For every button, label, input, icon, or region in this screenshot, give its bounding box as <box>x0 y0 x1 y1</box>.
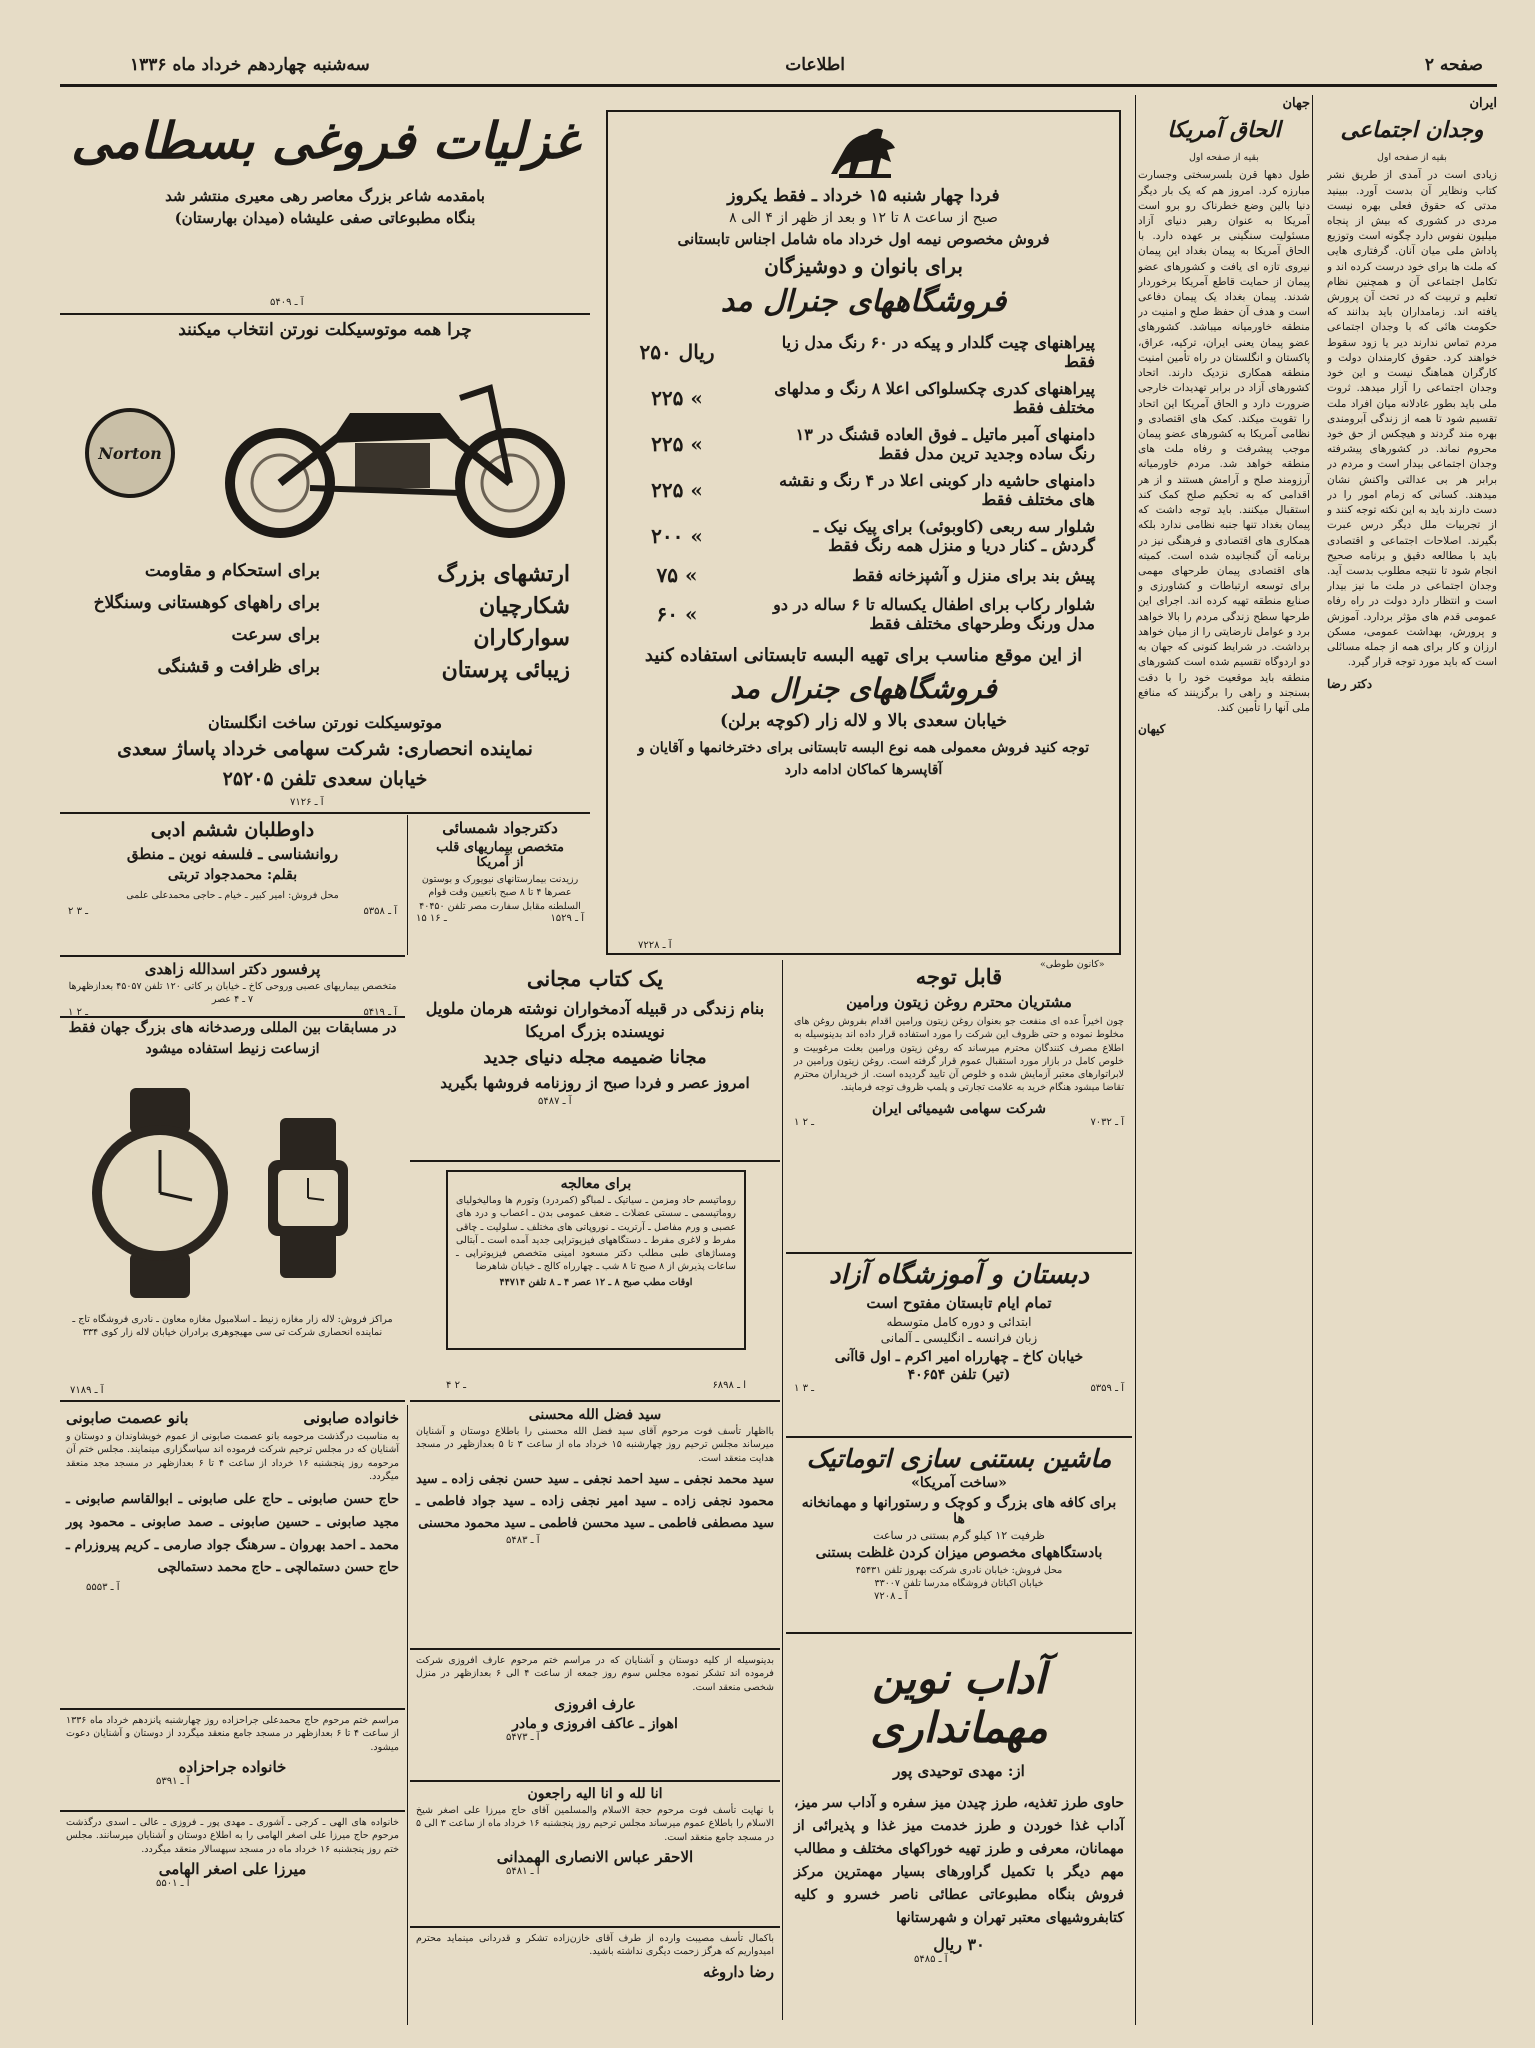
attention-body: چون اخیراً عده ای منفعت جو بعنوان روغن زیتون ورامین اقدام بفروش روغن های مخلوط نموده و حتی ظروف این شرکت را مورد استفاده قرار داده اند بدینوسیله به اطلاع مصرف کنندگان محترم میرساند که روغن زیتون ورامین بعلت مرغوبیت و خلوص کامل در بازار مورد استقبال عموم قرار گرفته است. روغن زیتون ورامین در لابراتوارهای معتبر آزمایش شده و خلوص آن تایید گردیده است. از خریداران محترم تقاضا میشود هنگام خرید به علامت تجارتی و پلمپ ظروف توجه فرمایند. <box>794 1016 1124 1094</box>
store-credit: «کانون طوطی» <box>1040 959 1105 970</box>
world-signature: کیهان <box>1138 722 1166 737</box>
price-value: ۲۵۰ ریال <box>639 340 715 364</box>
world-continued: بقیه از صفحه اول <box>1189 152 1259 163</box>
general-mod-ad <box>606 110 1121 955</box>
store-use-line: از این موقع مناسب برای تهیه البسه تابستانی استفاده کنید <box>644 645 1083 666</box>
thanks-ad <box>410 1930 780 2025</box>
price-value: ۷۵ « <box>656 563 698 587</box>
school-line5: (تیر) تلفن ۴۰۶۵۴ <box>907 1367 1011 1383</box>
fazlollah-body: بااظهار تأسف فوت مرحوم آقای سید فضل الله محسنی را باطلاع دوستان و آشنایان میرساند مجلس ترحیم روز چهارشنبه ۱۵ خرداد ماه از ساعت ۳ تا ۵ بعدازظهر در مسجد هدایت منعقد است. <box>416 1426 774 1464</box>
watch-ad <box>60 1018 405 1398</box>
saburi-title: خانواده صابونی <box>303 1409 399 1427</box>
store-address: خیابان سعدی بالا و لاله زار (کوچه برلن) <box>719 711 1008 731</box>
free-book-line1: بنام زندگی در قبیله آدمخواران نوشته هرمان ملویل <box>425 999 765 1018</box>
ghazal-ad <box>60 108 590 308</box>
norton-origin: موتوسیکلت نورتن ساخت انگلستان <box>207 713 443 732</box>
store-note: توجه کنید فروش معمولی همه نوع البسه تابستانی برای دخترخانمها و آقایان و آقاپسرها کماکان ادامه دارد <box>637 740 1090 779</box>
machine-line2: ظرفیت ۱۲ کیلو گرم بستنی در ساعت <box>873 1529 1045 1542</box>
saburi-title2: بانو عصمت صابونی <box>66 1409 189 1427</box>
world-section <box>1138 96 1310 2031</box>
free-book-line3: مجانا ضمیمه مجله دنیای جدید <box>483 1047 707 1068</box>
doctor-body: رزیدنت بیمارستانهای نیویورک و بوستون عصرها ۴ تا ۸ صبح باتعیین وقت قوام السلطنه مقابل سفارت مصر تلفن ۴۰۴۵۰ <box>419 874 581 912</box>
world-body: طول دهها قرن بلسرسختی وجسارت مبارزه کرد. امروز هم که یک بار دیگر دنیا بالین وضع خطرناک رو برو است آمریکا به عنوان رهبر دنیای آزاد مسئولیت سنگینی بر عهده دارد. با الحاق آمریکا به پیمان بغداد این پیمان نیروی تازه ای یافت و کشورهای عضو پیمان از حمایت قاطع آمریکا برخوردار شدند. پیمان بغداد یک پیمان دفاعی است و هدف آن حفظ صلح و امنیت در منطقه خاورمیانه میباشد. کشورهای عضو پیمان یعنی ایران، ترکیه، عراق، پاکستان و انگلستان در راه تأمین امنیت منطقه همکاری نزدیک دارند. اتحاد کشورهای آزاد در برابر تهدیدات خارجی ضرورت دارد و الحاق آمریکا این اتحاد را تقویت میکند. کمک های اقتصادی و نظامی آمریکا به کشورهای عضو پیمان موجب پیشرفت و رفاه ملت های منطقه خواهد شد. مردم خاورمیانه آرزومند صلح و آرامش هستند و از هر اقدامی که به تحکیم صلح کمک کند استقبال میکنند. باید توجه داشت که پیمان بغداد تنها جنبه نظامی ندارد بلکه همکاری های اقتصادی و فرهنگی نیز در برنامه آن گنجانیده شده است. کمیته های اقتصادی پیمان طرحهای مهمی برای توسعه ارتباطات و کشاورزی و صنایع منطقه تهیه کرده اند. اجرای این طرحها سطح زندگی مردم را بالا خواهد برد و عوامل نارضایتی را از میان خواهد برداشت. در شرایط کنونی که جهان به دو اردوگاه تقسیم شده است کشورهای منطقه باید موقعیت خود را با دقت بسنجند و راهی را برگزینند که منافع ملی آنها را تأمین کند. <box>1138 169 1310 714</box>
store-name-2: فروشگاههای جنرال مد <box>730 672 997 705</box>
page-number: صفحه ۲ <box>1424 55 1483 75</box>
ad-code: آ ـ ۷۲۲۸ <box>638 940 672 951</box>
editorial-body: زیادی است در آمدی از طریق نشر کتاب ونظایر آن بدست آورد. ببینید مدتی که حقوق فعلی بهره نیست مردی در کشوری که بیش از پنجاه میلیون نفوس دارد چگونه است وتوزیع پاداش ملی میان آنان. گرفتاری هایی که ملت ها برای خود درست کرده اند و تکامل اجتماعی آن و همچنین نظام تعلیم و تربیت که در تحت آن پرورش یافته اند. زمامداران باید بدانند که حکومت هائی که با وجدان اجتماعی مردم تماس ندارند دیر یا زود سقوط خواهند کرد. حقوق کارمندان دولت و کارگران هماهنگ نیست و این خود وجدان اجتماعی را آزار میدهد. ثروت ملی باید بطور عادلانه میان افراد ملت تقسیم شود تا همه از زندگی آبرومندی بهره مند گردند و هیچکس از حق خود محروم نماند. در کشورهای پیشرفته وجدان اجتماعی بیدار است و مردم در برابر هر بی عدالتی واکنش نشان میدهند. کسانی که زمام امور را در دست دارند باید به این نکته توجه کنند و از تجربیات ملل دیگر درس عبرت بگیرند. اصلاحات اجتماعی و اقتصادی باید با مطالعه دقیق و برنامه صحیح انجام شود تا نتیجه مطلوب بدست آید. وجدان اجتماعی در ملت ما نیز بیدار است و انتظار دارد دولت در راه رفاه عمومی قدم های مؤثر بردارد. آموزش و پرورش، بهداشت عمومی، مسکن ارزان و کار برای همه از جمله مسائلی است که باید مورد توجه قرار گیرد. <box>1327 169 1497 669</box>
afrouzi-ad <box>410 1652 780 1777</box>
ad-code: آ ـ ۵۴۸۵ <box>914 1953 948 1965</box>
ad-code: آ ـ ۷۱۲۶ <box>290 797 324 808</box>
afrouzi-name: عارف افروزی <box>554 1696 636 1713</box>
norton-feature-row: شکارچیان برای راههای کوهستانی وسنگلاخ <box>93 593 570 619</box>
store-name: فروشگاههای جنرال مد <box>720 284 1007 319</box>
ad-code: ۲ ـ ۳ آ ـ ۵۳۵۸ <box>68 906 397 918</box>
norton-ad <box>60 318 590 808</box>
saburi-names: حاج حسن صابونی ـ حاج علی صابونی ـ ابوالقاسم صابونی ـ مجید صابونی ـ حسین صابونی ـ صمد صابونی ـ محمود پور محمد ـ احمد بهروان ـ سرهنگ جواد صارمی ـ کریم پیروزرام ـ حاج حسن دستمالچی ـ حاج محمد دستمالچی <box>66 1492 399 1576</box>
norton-feature-row: سوارکاران برای سرعت <box>231 625 570 651</box>
manners-author: از: مهدی توحیدی پور <box>893 1762 1025 1780</box>
jarrahzadeh-ad <box>60 1712 405 1807</box>
store-special: فروش مخصوص نیمه اول خرداد ماه شامل اجناس تابستانی <box>677 230 1050 248</box>
watch-icon <box>70 1088 400 1298</box>
ad-code: ۱ ـ ۳ آ ـ ۵۳۵۹ <box>794 1383 1124 1394</box>
ghazal-line2: بنگاه مطبوعاتی صفی علیشاه (میدان بهارستان) <box>174 209 476 227</box>
elahi-name: میرزا علی اصغر الهامی <box>158 1859 307 1878</box>
manners-body: حاوی طرز تغذیه، طرز چیدن میز سفره و آداب سر میز، آداب غذا خوردن و طرز خدمت میز غذا و پذیرائی از مهمانان، معرفی و طرز تهیه خوراکهای مختلف و مطالب مهم دیگر با تکمیل گراورهای بسیار مهمترین مرکز فروش بنگاه مطبوعاتی عطائی ناصر خسرو و کلیه کتابفروشیهای معتبر تهران و شهرستانها <box>794 1795 1124 1927</box>
continued-note: بقیه از صفحه اول <box>1377 152 1447 163</box>
fazlollah-ad <box>410 1405 780 1645</box>
free-book-line4: امروز عصر و فردا صبح از روزنامه فروشها بگیرید <box>440 1074 750 1092</box>
motorcycle-icon <box>210 358 580 538</box>
free-book-line2: نویسنده بزرگ امریکا <box>525 1022 665 1041</box>
attention-ad <box>786 960 1132 1250</box>
ad-code: آ ـ ۵۴۸۱ <box>506 1865 540 1877</box>
machine-title: ماشین بستنی سازی اتوماتیک <box>806 1444 1112 1473</box>
treatment-body: روماتیسم حاد ومزمن ـ سیاتیک ـ لمباگو (کمردرد) وتورم ها ومالیخولیای روماتیسمی ـ سستی عضلات ـ ضعف عمومی بدن ـ اعصاب و درد های عصبی و ورم مفاصل ـ آرتریت ـ نوروپاتی های مختلف ـ سلولیت ـ چاقی مفرط و لاغری مفرط ـ دستگاههای فیزیوتراپی جدید آمده است ـ آبتالی ومساژهای طبی مطلب دکتر مسعود امینی متخصص فیزیوتراپی ـ ساعات پذیرش از ۸ صبح تا ۸ شب ـ چهارراه کالج ـ خیابان شاهرضا <box>456 1195 736 1273</box>
editorial-title: وجدان اجتماعی <box>1340 117 1484 143</box>
afrouzi-sign: اهواز ـ عاکف افروزی و مادر <box>512 1715 678 1732</box>
elahi-body: خانواده های الهی ـ کرجی ـ آشوری ـ مهدی پور ـ فروزی ـ عالی ـ اسدی درگذشت مرحوم حاج میرزا علی اصغر الهامی را به اطلاع دوستان و آشنایان میرسانند. مجلس ختم روز پنجشنبه ۱۶ خرداد ماه در مسجد سپهسالار منعقد میگردد. <box>66 1817 399 1855</box>
manners-price: ۳۰ ریال <box>933 1934 985 1954</box>
watch-caption: مراکز فروش: لاله زار مغازه زنیط ـ اسلامبول مغازه معاون ـ نادری فروشگاه تاج ـ نماینده انحصاری شرکت تی سی مهیجوهری برادران خیابان لاله زار کوی ۳۳۴ <box>72 1314 393 1339</box>
norton-question: چرا همه موتوسیکلت نورتن انتخاب میکنند <box>178 320 472 340</box>
ad-code: آ ـ ۵۵۰۱ <box>156 1877 190 1889</box>
doctor-origin: از آمریکا <box>476 855 524 870</box>
section-label-iran: ایران <box>1469 96 1497 111</box>
free-book-title: یک کتاب مجانی <box>526 966 664 991</box>
ansari-title: انا لله و انا الیه راجعون <box>527 1786 663 1802</box>
store-for: برای بانوان و دوشیزگان <box>764 254 963 278</box>
machine-line5: خیابان اکباتان فروشگاه مدرسا تلفن ۳۳۰۰۷ <box>874 1578 1044 1590</box>
price-row: پیش بند برای منزل و آشپزخانه فقط ۷۵ « <box>632 559 1095 591</box>
price-row: دامنهای حاشیه دار کوبنی اعلا در ۴ رنگ و نقشه های مختلف فقط ۲۲۵ « <box>632 467 1095 513</box>
jarrahzadeh-family: خانواده جراحزاده <box>178 1757 287 1776</box>
ansari-ad <box>410 1784 780 1924</box>
machine-line4: محل فروش: خیابان نادری شرکت بهروز تلفن ۴۵۴۳۱ <box>855 1565 1063 1576</box>
attention-title: قابل توجه <box>915 964 1003 989</box>
school-line4: خیابان کاخ ـ چهارراه امیر اکرم ـ اول قاآنی <box>834 1349 1084 1365</box>
norton-features <box>80 558 570 686</box>
ad-code: آ ـ ۵۳۹۱ <box>156 1775 190 1787</box>
ad-code: ۴ ـ ۲ آ ـ ۶۸۹۸ <box>446 1380 746 1391</box>
price-row: شلوار رکاب برای اطفال یکساله تا ۶ ساله در دو مدل ورنگ وطرحهای مختلف فقط ۶۰ « <box>632 591 1095 637</box>
price-value: ۶۰ « <box>656 602 698 626</box>
treatment-ad <box>446 1170 746 1350</box>
elahi-ad <box>60 1814 405 2024</box>
section-label-world: جهان <box>1282 96 1310 111</box>
issue-date: سه‌شنبه چهاردهم خرداد ماه ۱۳۳۶ <box>130 55 370 75</box>
iran-section <box>1327 96 1497 2031</box>
price-value: ۲۲۵ « <box>651 386 703 410</box>
norton-feature-row: زیبائی پرستان برای ظرافت و قشنگی <box>157 657 570 683</box>
norton-badge: Norton <box>85 408 175 498</box>
attention-sub: مشتریان محترم روغن زیتون ورامین <box>846 993 1072 1011</box>
ghazal-title: غزلیات فروغی بسطامی <box>71 111 579 170</box>
machine-sub: «ساخت آمریکا» <box>911 1475 1007 1491</box>
doctor-specialty: متخصص بیماریهای قلب <box>436 840 564 855</box>
newspaper-title: اطلاعات <box>785 55 845 75</box>
treatment-title: برای معالجه <box>560 1176 632 1192</box>
doctor-name: دکترجواد شمسائی <box>442 819 558 837</box>
adabi-author: بقلم: محمدجواد تربتی <box>167 867 298 883</box>
professor-body: متخصص بیماریهای عصبی وروحی کاخ ـ خیابان بر کاتی ۱۲۰ تلفن ۴۵۰۵۷ بعدازظهرها ۷ ـ ۴ عصر <box>68 981 397 1006</box>
saburi-ad <box>60 1405 405 1705</box>
fazlollah-title: سید فضل الله محسنی <box>528 1407 662 1423</box>
school-line1: تمام ایام تابستان مفتوح است <box>866 1294 1052 1312</box>
machine-line1: برای کافه های بزرگ و کوچک و رستورانها و مهمانخانه ها <box>801 1495 1117 1527</box>
ad-code: آ ـ ۵۴۸۳ <box>506 1535 540 1547</box>
machine-line3: بادستگاههای مخصوص میزان کردن غلظت بستنی <box>815 1545 1103 1561</box>
school-title: دبستان و آموزشگاه آزاد <box>829 1260 1089 1290</box>
machine-ad <box>786 1440 1132 1630</box>
price-value: ۲۰۰ « <box>651 524 703 548</box>
ad-code: آ ـ ۷۱۸۹ <box>70 1385 104 1396</box>
price-row: پیراهنهای کدری چکسلواکی اعلا ۸ رنگ و مدلهای مختلف فقط ۲۲۵ « <box>632 375 1095 421</box>
doctor-ad <box>410 815 590 955</box>
norton-agent: نماینده انحصاری: شرکت سهامی خرداد پاساژ سعدی <box>117 738 533 760</box>
saburi-body: به مناسبت درگذشت مرحومه بانو عصمت صابونی از عموم خویشاوندان و دوستان و آشنایان که در مجلس ترحیم شرکت فرموده اند سپاسگزاری مینمایند. مجلس ختم آن مرحومه روز پنجشنبه ۱۶ خرداد از ساعت ۴ تا ۶ بعدازظهر در مسجد مجد منعقد میگردد. <box>66 1431 400 1482</box>
school-line3: زبان فرانسه ـ انگلیسی ـ آلمانی <box>880 1331 1038 1345</box>
store-price-list <box>632 329 1095 637</box>
store-top-line: فردا چهار شنبه ۱۵ خرداد ـ فقط یکروز <box>727 186 1000 206</box>
ad-code: ۱ ـ ۲ آ ـ ۵۴۱۹ <box>68 1006 397 1016</box>
norton-feature-row: ارتشهای بزرگ برای استحکام و مقاومت <box>144 561 570 587</box>
jarrahzadeh-body: مراسم ختم مرحوم حاج محمدعلی جراحزاده روز چهارشنبه پانزدهم خرداد ماه ۱۳۳۶ از ساعت ۴ تا ۶ بعدازظهر در مسجد جامع منعقد میگردد از دوستان و آشنایان دعوت میشود. <box>66 1715 400 1753</box>
attention-footer: شرکت سهامی شیمیائی ایران <box>872 1100 1046 1117</box>
adabi-place: محل فروش: امیر کبیر ـ خیام ـ حاجی محمدعلی علمی <box>126 890 339 901</box>
ad-code: آ ـ ۵۵۵۳ <box>86 1582 120 1594</box>
price-row: شلوار سه ربعی (کاوبوئی) برای پیک نیک ـ گردش ـ کنار دریا و منزل همه رنگ فقط ۲۰۰ « <box>632 513 1095 559</box>
adabi-sub: روانشناسی ـ فلسفه نوین ـ منطق <box>126 845 339 863</box>
professor-ad <box>60 958 405 1016</box>
price-row: دامنهای آمبر ماتیل ـ فوق العاده قشنگ در ۱۳ رنگ ساده وجدید ترین مدل فقط ۲۲۵ « <box>632 421 1095 467</box>
thanks-body: باکمال تأسف مصیبت وارده از طرف آقای خازن‌زاده تشکر و قدردانی مینماید محترم امیدواریم که هرگز زحمت دیگری نداشته باشید. <box>416 1933 774 1958</box>
world-title: الحاق آمریکا <box>1167 117 1281 143</box>
ad-code: آ ـ ۵۴۰۹ <box>270 297 304 308</box>
ad-code: آ ـ ۵۴۸۷ <box>538 1096 572 1107</box>
norton-address: خیابان سعدی تلفن ۲۵۲۰۵ <box>222 768 428 790</box>
price-value: ۲۲۵ « <box>651 478 703 502</box>
fazlollah-names: سید محمد نجفی ـ سید احمد نجفی ـ سید حسن نجفی زاده ـ سید محمود نجفی زاده ـ سید امیر نجفی زاده ـ سید جواد فاطمی ـ سید مصطفی فاطمی ـ سید محسن فاطمی ـ سید محمود محسنی <box>416 1471 774 1532</box>
ansari-body: با نهایت تأسف فوت مرحوم حجة الاسلام والمسلمین آقای حاج میرزا علی اصغر شیخ الاسلام را باطلاع عموم میرساند مجلس ترحیم روز پنجشنبه ۱۶ خرداد ماه از ساعت ۳ الی ۵ در مسجد جامع منعقد است. <box>416 1805 774 1843</box>
ad-code: ۱ ـ ۲ آ ـ ۷۰۳۲ <box>794 1116 1124 1128</box>
manners-title: آداب نوین مهمانداری <box>870 1654 1048 1752</box>
school-line2: ابتدائی و دوره کامل متوسطه <box>886 1315 1032 1329</box>
store-hours: صبح از ساعت ۸ تا ۱۲ و بعد از ظهر از ۴ الی ۸ <box>729 210 998 226</box>
header-rule <box>60 84 1497 87</box>
adabi-title: داوطلبان ششم ادبی <box>150 819 315 841</box>
ad-code: ۱۵ ـ ۱۶ آ ـ ۱۵۲۹ <box>416 912 584 924</box>
ad-code: آ ـ ۷۲۰۸ <box>874 1590 908 1602</box>
ad-code: آ ـ ۵۴۷۳ <box>506 1731 540 1743</box>
horse-logo-icon <box>632 122 1095 186</box>
free-book-ad <box>410 960 780 1160</box>
price-row: پیراهنهای چیت گلدار و پیکه در ۶۰ رنگ مدل زیا فقط ۲۵۰ ریال <box>632 329 1095 375</box>
editorial-author: دکتر رضا <box>1327 676 1373 691</box>
school-ad <box>786 1256 1132 1436</box>
watch-headline: در مسابقات بین المللی ورصدخانه های بزرگ جهان فقط ازساعت زنیط استفاده میشود <box>68 1020 397 1057</box>
price-value: ۲۲۵ « <box>651 432 703 456</box>
manners-book-ad <box>786 1640 1132 2025</box>
thanks-sign: رضا داروغه <box>703 1962 774 1981</box>
afrouzi-body: بدینوسیله از کلیه دوستان و آشنایان که در مراسم ختم مرحوم عارف افروزی شرکت فرموده اند تشکر نموده مجلس سوم روز جمعه از ساعت ۴ الی ۶ بعدازظهر در منزل شخصی منعقد است. <box>416 1655 774 1693</box>
ansari-sign: الاحقر عباس الانصاری الهمدانی <box>496 1847 694 1866</box>
professor-name: پرفسور دکتر اسدالله زاهدی <box>144 960 321 978</box>
treatment-footer: اوقات مطب صبح ۸ ـ ۱۲ عصر ۴ ـ ۸ تلفن ۴۴۷۱۴ <box>499 1276 693 1288</box>
ghazal-line1: بامقدمه شاعر بزرگ معاصر رهی معیری منتشر شد <box>165 187 485 205</box>
adabi-ad <box>60 815 405 955</box>
